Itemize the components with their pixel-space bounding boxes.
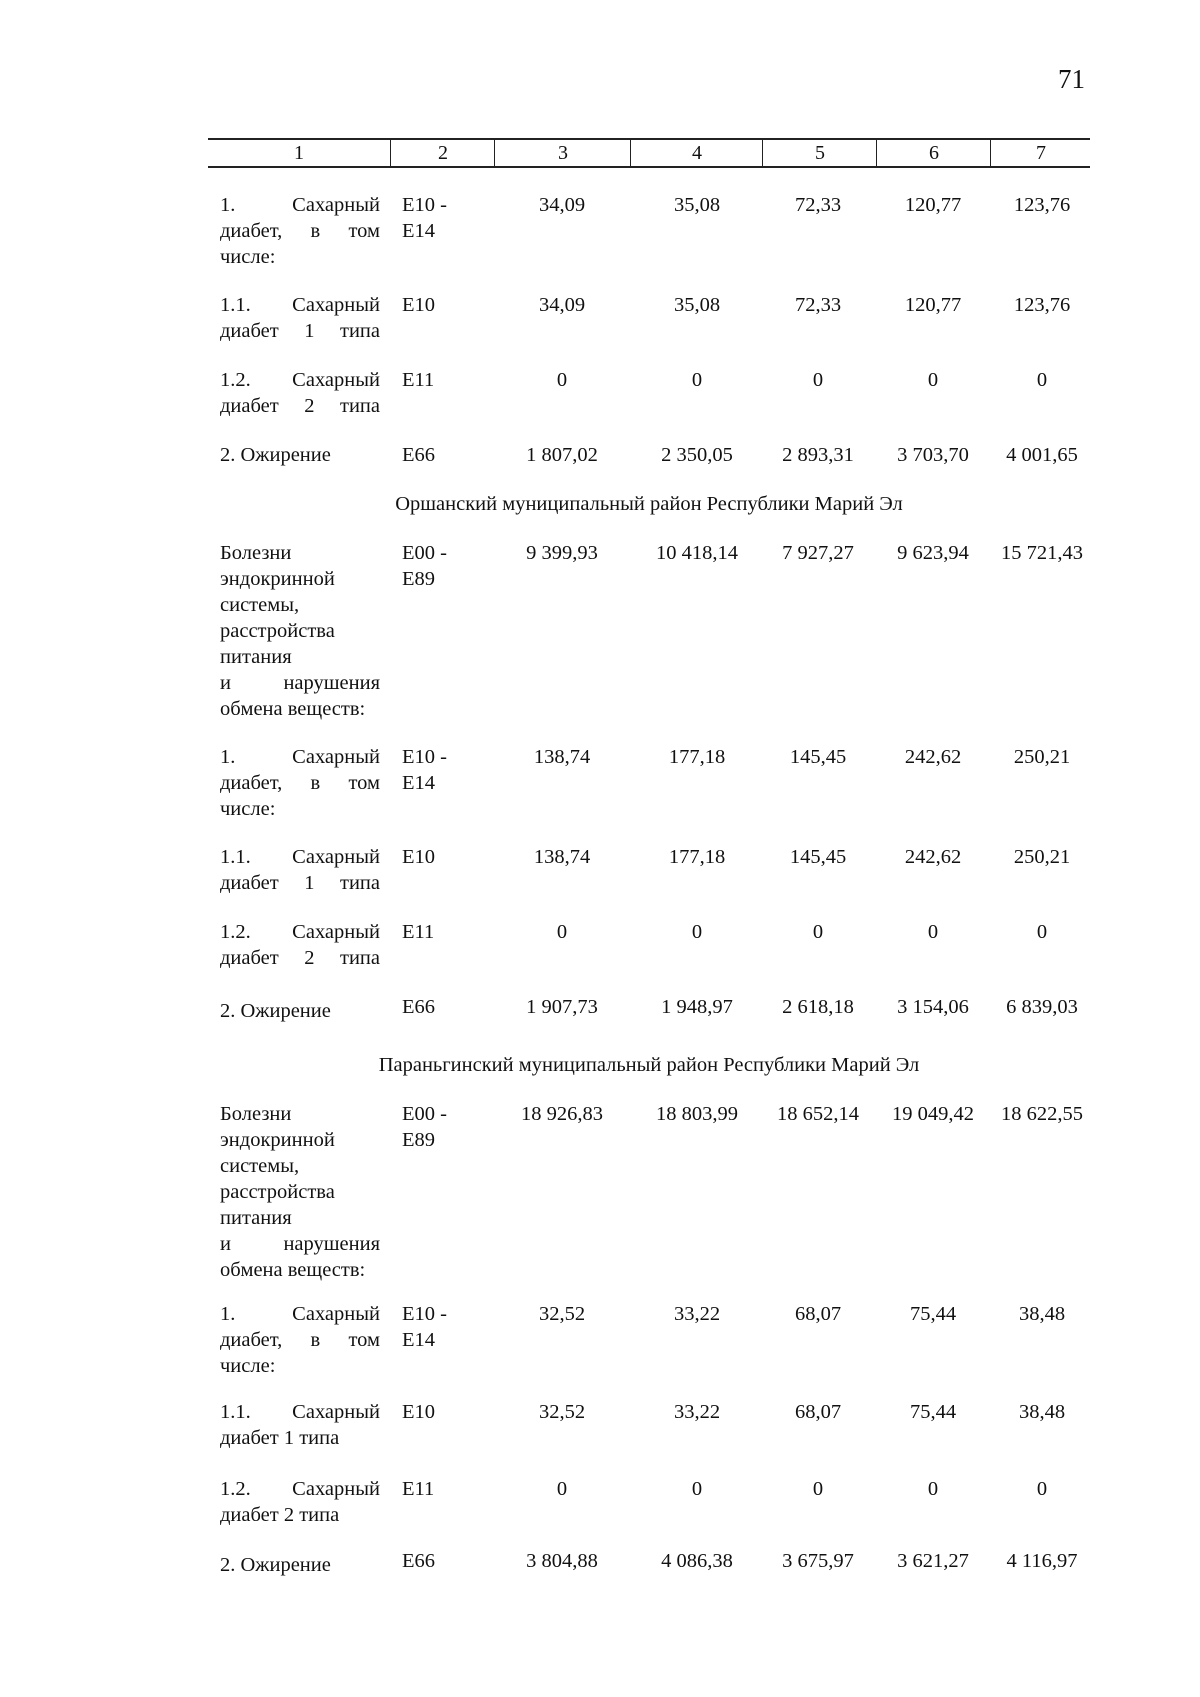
- cell-value: 33,22: [673, 1401, 721, 1423]
- cell-value: 4 001,65: [1006, 444, 1078, 466]
- cell-value: 120,77: [904, 194, 962, 216]
- cell-value: 19 049,42: [892, 1103, 974, 1125]
- cell-value: 4 086,38: [661, 1550, 733, 1572]
- cell-value: 68,07: [794, 1303, 842, 1325]
- cell-value: 0: [1036, 369, 1048, 391]
- cell-value: 72,33: [794, 294, 842, 316]
- cell-value: 120,77: [904, 294, 962, 316]
- cell-value: 138,74: [533, 846, 591, 868]
- cell-value: 242,62: [904, 746, 962, 768]
- row-name: 1.1. Сахарный диабет 1 типа: [220, 846, 380, 894]
- cell-value: 177,18: [668, 746, 726, 768]
- cell-value: 3 675,97: [782, 1550, 854, 1572]
- cell-value: 3 703,70: [897, 444, 969, 466]
- header-col-4: 4: [630, 140, 763, 166]
- header-col-5: 5: [762, 140, 877, 166]
- cell-value: 35,08: [673, 194, 721, 216]
- row-name: 2. Ожирение: [220, 1000, 331, 1022]
- cell-value: 177,18: [668, 846, 726, 868]
- cell-value: 1 807,02: [526, 444, 598, 466]
- cell-value: 33,22: [673, 1303, 721, 1325]
- row-name: Болезни эндокринной системы, расстройства питания и нарушения обмена веществ:: [220, 1103, 380, 1281]
- row-code: E66: [402, 444, 436, 466]
- row-code: E10: [402, 1401, 436, 1423]
- row-code: E66: [402, 996, 436, 1018]
- cell-value: 0: [927, 1478, 939, 1500]
- cell-value: 35,08: [673, 294, 721, 316]
- cell-value: 2 350,05: [661, 444, 733, 466]
- row-code: E00 - E89: [402, 542, 447, 590]
- cell-value: 2 893,31: [782, 444, 854, 466]
- row-name: Болезни эндокринной системы, расстройства питания и нарушения обмена веществ:: [220, 542, 380, 720]
- cell-value: 250,21: [1013, 746, 1071, 768]
- cell-value: 75,44: [909, 1401, 957, 1423]
- cell-value: 145,45: [789, 846, 847, 868]
- cell-value: 0: [556, 1478, 568, 1500]
- cell-value: 34,09: [538, 194, 586, 216]
- cell-value: 0: [812, 921, 824, 943]
- row-name: 1. Сахарный диабет, в том числе:: [220, 1303, 380, 1377]
- cell-value: 32,52: [538, 1303, 586, 1325]
- cell-value: 0: [812, 1478, 824, 1500]
- row-name: 1. Сахарный диабет, в том числе:: [220, 194, 380, 268]
- cell-value: 15 721,43: [1001, 542, 1083, 564]
- header-col-3: 3: [494, 140, 631, 166]
- cell-value: 32,52: [538, 1401, 586, 1423]
- cell-value: 0: [1036, 1478, 1048, 1500]
- section-title: Параньгинский муниципальный район Республики Марий Эл: [378, 1054, 920, 1076]
- cell-value: 3 804,88: [526, 1550, 598, 1572]
- cell-value: 123,76: [1013, 294, 1071, 316]
- cell-value: 0: [812, 369, 824, 391]
- row-name: 1.1. Сахарный диабет 1 типа: [220, 1401, 380, 1449]
- row-code: E66: [402, 1550, 436, 1572]
- cell-value: 138,74: [533, 746, 591, 768]
- page-number: 71: [1058, 64, 1085, 94]
- header-col-1: 1: [294, 142, 304, 164]
- section-title: Оршанский муниципальный район Республики Марий Эл: [395, 493, 903, 515]
- header-col-6: 6: [876, 140, 991, 166]
- cell-value: 75,44: [909, 1303, 957, 1325]
- cell-value: 10 418,14: [656, 542, 738, 564]
- row-code: E10 - E14: [402, 746, 447, 794]
- cell-value: 0: [556, 369, 568, 391]
- row-name: 1.1. Сахарный диабет 1 типа: [220, 294, 380, 342]
- cell-value: 18 803,99: [656, 1103, 738, 1125]
- row-code: E11: [402, 1478, 435, 1500]
- cell-value: 1 948,97: [661, 996, 733, 1018]
- cell-value: 0: [927, 921, 939, 943]
- cell-value: 34,09: [538, 294, 586, 316]
- cell-value: 18 652,14: [777, 1103, 859, 1125]
- row-code: E11: [402, 921, 435, 943]
- cell-value: 38,48: [1018, 1303, 1066, 1325]
- cell-value: 18 622,55: [1001, 1103, 1083, 1125]
- row-code: E11: [402, 369, 435, 391]
- cell-value: 4 116,97: [1006, 1550, 1078, 1572]
- row-code: E10: [402, 294, 436, 316]
- cell-value: 0: [927, 369, 939, 391]
- cell-value: 9 399,93: [526, 542, 598, 564]
- table-header: [208, 138, 1090, 168]
- cell-value: 0: [691, 369, 703, 391]
- cell-value: 6 839,03: [1006, 996, 1078, 1018]
- cell-value: 0: [1036, 921, 1048, 943]
- header-col-2: 2: [390, 140, 495, 166]
- cell-value: 18 926,83: [521, 1103, 603, 1125]
- cell-value: 72,33: [794, 194, 842, 216]
- cell-value: 3 154,06: [897, 996, 969, 1018]
- row-code: E10 - E14: [402, 1303, 447, 1351]
- cell-value: 242,62: [904, 846, 962, 868]
- cell-value: 9 623,94: [897, 542, 969, 564]
- row-name: 1.2. Сахарный диабет 2 типа: [220, 921, 380, 969]
- row-name: 2. Ожирение: [220, 1554, 331, 1576]
- cell-value: 0: [691, 921, 703, 943]
- row-code: E10: [402, 846, 436, 868]
- cell-value: 68,07: [794, 1401, 842, 1423]
- cell-value: 0: [691, 1478, 703, 1500]
- cell-value: 250,21: [1013, 846, 1071, 868]
- cell-value: 145,45: [789, 746, 847, 768]
- cell-value: 1 907,73: [526, 996, 598, 1018]
- row-code: E00 - E89: [402, 1103, 447, 1151]
- cell-value: 7 927,27: [782, 542, 854, 564]
- cell-value: 38,48: [1018, 1401, 1066, 1423]
- header-col-7: 7: [990, 140, 1091, 166]
- cell-value: 0: [556, 921, 568, 943]
- row-name: 2. Ожирение: [220, 444, 331, 466]
- row-name: 1. Сахарный диабет, в том числе:: [220, 746, 380, 820]
- cell-value: 2 618,18: [782, 996, 854, 1018]
- row-name: 1.2. Сахарный диабет 2 типа: [220, 1478, 380, 1526]
- cell-value: 123,76: [1013, 194, 1071, 216]
- cell-value: 3 621,27: [897, 1550, 969, 1572]
- row-name: 1.2. Сахарный диабет 2 типа: [220, 369, 380, 417]
- row-code: E10 - E14: [402, 194, 447, 242]
